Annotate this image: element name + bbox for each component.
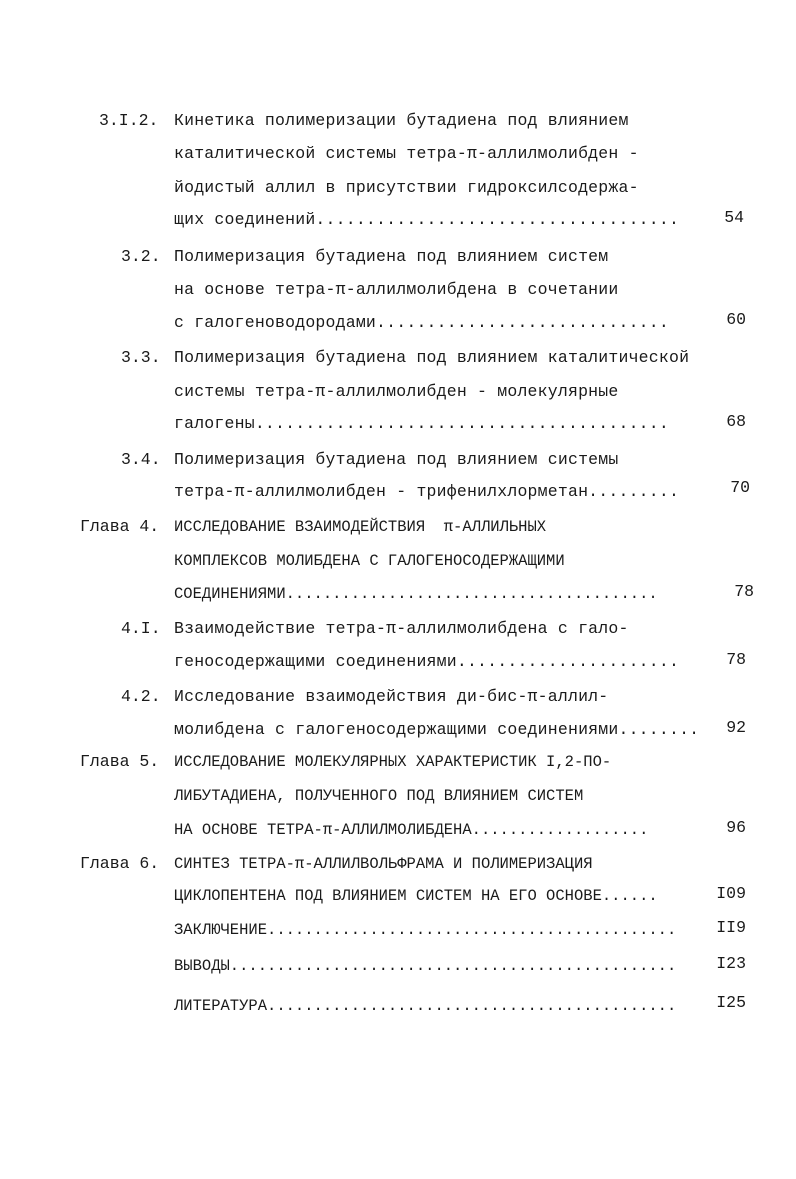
- toc-chapter-number: Глава 5.: [80, 752, 160, 771]
- toc-section-title: ЗАКЛЮЧЕНИЕ............................................: [174, 921, 677, 939]
- toc-chapter-title: ИССЛЕДОВАНИЕ МОЛЕКУЛЯРНЫХ ХАРАКТЕРИСТИК I,2-ПО-: [174, 753, 612, 771]
- toc-page-number: I23: [716, 954, 746, 973]
- toc-chapter-number: Глава 4.: [80, 517, 160, 536]
- toc-page-number: 78: [734, 582, 754, 601]
- toc-entry-number: 3.2.: [121, 247, 161, 266]
- toc-page-number: 60: [726, 310, 746, 329]
- toc-entry-title: йодистый аллил в присутствии гидроксилсодержа-: [174, 178, 639, 197]
- toc-page-number: 92: [726, 718, 746, 737]
- toc-entry-number: 4.I.: [121, 619, 161, 638]
- toc-entry-title: Кинетика полимеризации бутадиена под влиянием: [174, 111, 629, 130]
- toc-page-number: 68: [726, 412, 746, 431]
- toc-entry-title: геносодержащими соединениями......................: [174, 652, 680, 671]
- toc-page-number: 70: [730, 478, 750, 497]
- toc-page-number: 78: [726, 650, 746, 669]
- toc-section-title: ЛИТЕРАТУРА............................................: [174, 997, 677, 1015]
- toc-chapter-title: ИССЛЕДОВАНИЕ ВЗАИМОДЕЙСТВИЯ π-АЛЛИЛЬНЫХ: [174, 518, 547, 536]
- toc-section-title: ВЫВОДЫ................................................: [174, 957, 677, 975]
- toc-entry-title: Исследование взаимодействия ди-бис-π-аллил-: [174, 687, 609, 706]
- toc-page-number: 54: [724, 208, 744, 227]
- toc-chapter-title: СИНТЕЗ ТЕТРА-π-АЛЛИЛВОЛЬФРАМА И ПОЛИМЕРИЗАЦИЯ: [174, 855, 593, 873]
- toc-entry-title: системы тетра-π-аллилмолибден - молекулярные: [174, 382, 619, 401]
- toc-chapter-title: НА ОСНОВЕ ТЕТРА-π-АЛЛИЛМОЛИБДЕНА...................: [174, 821, 649, 839]
- toc-entry-title: Полимеризация бутадиена под влиянием каталитической: [174, 348, 690, 367]
- toc-entry-title: молибдена с галогеносодержащими соединениями........: [174, 720, 700, 739]
- toc-entry-number: 4.2.: [121, 687, 161, 706]
- toc-chapter-title: ЛИБУТАДИЕНА, ПОЛУЧЕННОГО ПОД ВЛИЯНИЕМ СИСТЕМ: [174, 787, 584, 805]
- toc-chapter-title: СОЕДИНЕНИЯМИ........................................: [174, 585, 658, 603]
- toc-entry-title: щих соединений....................................: [174, 210, 680, 229]
- toc-entry-title: галогены.........................................: [174, 414, 669, 433]
- toc-entry-title: Взаимодействие тетра-π-аллилмолибдена с гало-: [174, 619, 629, 638]
- toc-entry-number: 3.3.: [121, 348, 161, 367]
- toc-entry-title: Полимеризация бутадиена под влиянием системы: [174, 450, 619, 469]
- toc-page-number: I09: [716, 884, 746, 903]
- toc-entry-title: тетра-π-аллилмолибден - трифенилхлорметан.........: [174, 482, 680, 501]
- toc-chapter-title: КОМПЛЕКСОВ МОЛИБДЕНА С ГАЛОГЕНОСОДЕРЖАЩИМИ: [174, 552, 565, 570]
- toc-chapter-number: Глава 6.: [80, 854, 160, 873]
- toc-page-number: II9: [716, 918, 746, 937]
- toc-chapter-title: ЦИКЛОПЕНТЕНА ПОД ВЛИЯНИЕМ СИСТЕМ НА ЕГО ОСНОВЕ......: [174, 887, 658, 905]
- toc-entry-title: на основе тетра-π-аллилмолибдена в сочетании: [174, 280, 619, 299]
- toc-page-number: 96: [726, 818, 746, 837]
- toc-entry-number: 3.I.2.: [99, 111, 159, 130]
- toc-entry-title: Полимеризация бутадиена под влиянием систем: [174, 247, 609, 266]
- toc-entry-number: 3.4.: [121, 450, 161, 469]
- toc-page-number: I25: [716, 993, 746, 1012]
- toc-entry-title: каталитической системы тетра-π-аллилмолибден -: [174, 144, 639, 163]
- toc-entry-title: с галогеноводородами.............................: [174, 313, 669, 332]
